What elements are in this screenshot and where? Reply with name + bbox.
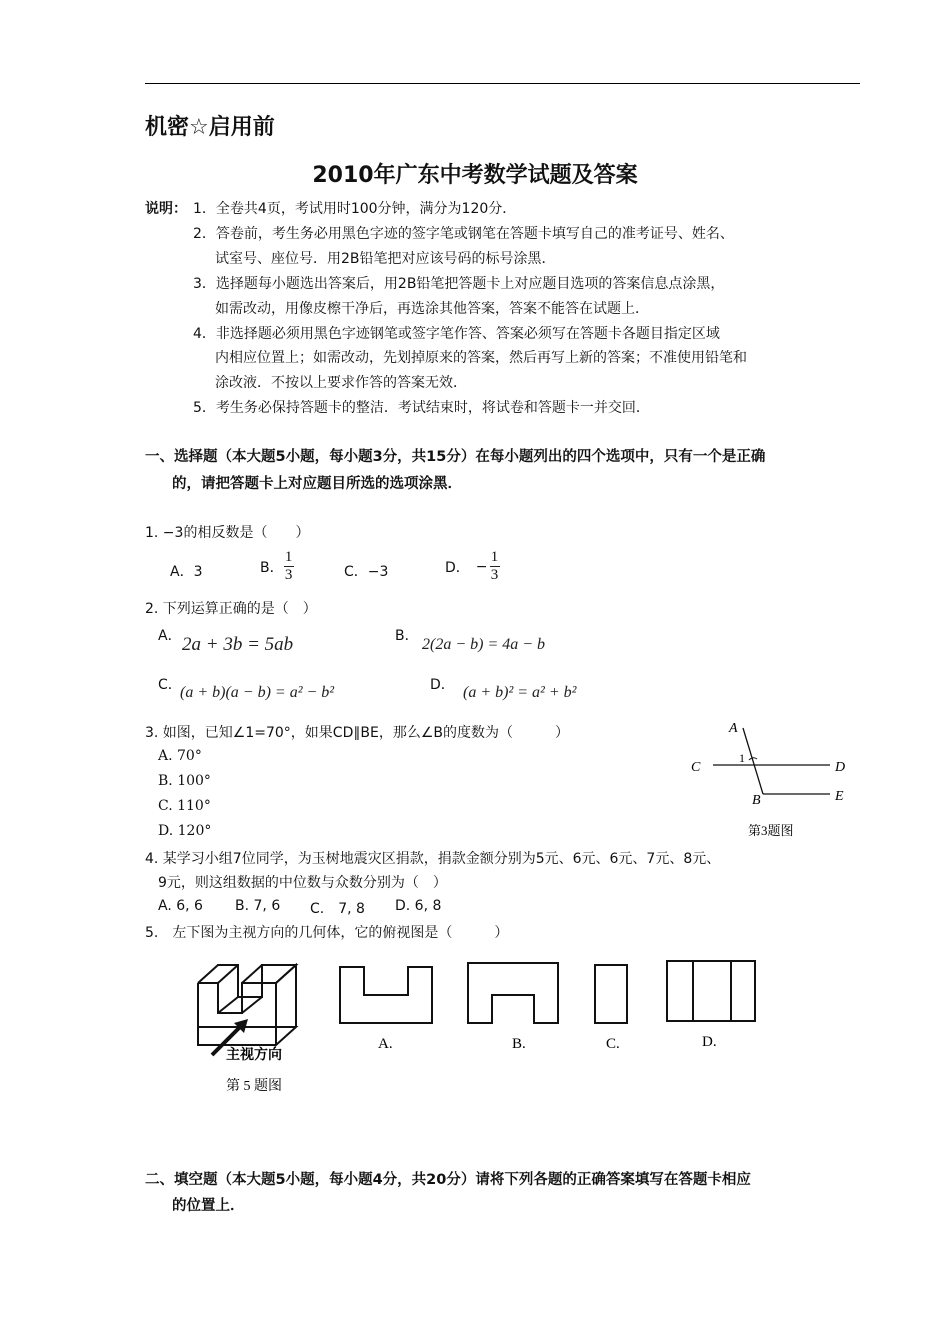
q4-option-a: A. 6, 6 [158,898,203,914]
label-e: E [835,789,844,804]
q1-option-b-fraction [284,550,294,583]
label-1: 1 [739,751,745,765]
q4-stem-cont: 9元，则这组数据的中位数与众数分别为（ ） [158,875,447,891]
q1-option-d [445,550,500,583]
section1-heading: 一、选择题（本大题5小题，每小题3分，共15分）在每小题列出的四个选项中，只有一个是正确 [145,449,766,465]
label-c: C [691,760,701,775]
figure-caption: 第 5 题图 [226,1079,282,1094]
q2-option-b-label: B． [395,628,419,644]
option-c-shape [595,965,627,1023]
q2-stem: 2. 下列运算正确的是（ ） [145,601,317,617]
q1-option-d-sign: − [475,558,488,575]
q2-option-a-label: A． [158,628,182,644]
q2-option-a-expr: 2a + 3b = 5ab [182,634,294,655]
label-a: A [729,721,738,736]
q1-option-b [260,550,294,583]
q4-option-c: C. 7, 8 [310,901,365,917]
option-a-label: A. [378,1036,393,1052]
instruction-2-cont: 试室号、座位号．用2B铅笔把对应该号码的标号涂黑． [215,251,556,267]
view-direction-label: 主视方向 [226,1048,282,1063]
q3-option-d: D. 120° [158,823,212,839]
option-d-label: D. [702,1034,717,1050]
option-b-label: B. [512,1036,526,1052]
q2-option-d-expr: (a + b)² = a² + b² [463,684,577,701]
option-a-shape [340,967,432,1023]
q4-option-d: D. 6, 8 [395,898,442,914]
q3-option-c: C. 110° [158,798,211,814]
instruction-5: 5．考生务必保持答题卡的整洁．考试结束时，将试卷和答题卡一并交回． [193,400,650,416]
instruction-3-cont: 如需改动，用像皮檫干净后，再选涂其他答案，答案不能答在试题上． [215,301,649,317]
label-b: B [752,793,761,808]
q1-stem: 1. −3的相反数是（ ） [145,525,310,541]
q5-stem: 5. 左下图为主视方向的几何体，它的俯视图是（ ） [145,925,509,941]
q2-option-b-expr: 2(2a − b) = 4a − b [422,636,546,653]
q2-option-c-label: C． [158,677,182,693]
fraction-numerator: 1 [284,549,293,565]
fraction-denominator: 3 [284,567,293,583]
q1-option-c: C．−3 [344,564,389,580]
q3-figure [685,712,860,847]
section2-heading-cont: 的位置上． [172,1198,245,1214]
q3-stem: 3. 如图，已知∠1=70°，如果CD∥BE，那么∠B的度数为（ ） [145,725,569,741]
label-d: D [835,760,846,775]
q5-figure [190,955,790,1100]
q3-option-b: B. 100° [158,773,211,789]
option-d-shape [667,961,755,1021]
line-ab [743,728,763,794]
section2-heading: 二、填空题（本大题5小题，每小题4分，共20分）请将下列各题的正确答案填写在答题卡相应 [145,1172,751,1188]
fraction-denominator: 3 [490,567,499,583]
instructions-label: 说明： [145,201,187,217]
q2-option-d-label: D． [430,677,455,693]
q3-option-a: A. 70° [158,748,202,764]
q1-option-d-label: D． [445,559,470,576]
instruction-2: 2．答卷前，考生务必用黑色字迹的签字笔或钢笔在答题卡填写自己的准考证号、姓名、 [193,226,734,242]
figure-caption: 第3题图 [748,823,794,838]
q4-option-b: B. 7, 6 [235,898,281,914]
header-rule [145,83,860,84]
instruction-4: 4．非选择题必须用黑色字迹钢笔或签字笔作答、答案必须写在答题卡各题目指定区域 [193,326,720,342]
option-b-shape [468,963,558,1023]
q1-option-b-label: B． [260,559,284,576]
section1-heading-cont: 的，请把答题卡上对应题目所选的选项涂黑． [172,476,462,492]
fraction-numerator: 1 [490,549,499,565]
instruction-1: 1．全卷共4页，考试用时100分钟，满分为120分． [193,201,517,217]
q4-stem: 4. 某学习小组7位同学，为玉树地震灾区捐款，捐款金额分别为5元、6元、6元、7元、8元、 [145,851,721,867]
instruction-3: 3．选择题每小题选出答案后，用2B铅笔把答题卡上对应题目选项的答案信息点涂黑， [193,276,725,292]
option-c-label: C. [606,1036,620,1052]
page-title: 2010年广东中考数学试题及答案 [312,163,638,188]
instruction-4-cont2: 涂改液．不按以上要求作答的答案无效． [215,375,467,391]
q1-option-a: A．3 [170,564,203,580]
solid-shape [198,955,296,1045]
q1-option-d-fraction [490,550,500,583]
instruction-4-cont: 内相应位置上；如需改动，先划掉原来的答案，然后再写上新的答案；不准使用铅笔和 [215,350,747,366]
confidential-label: 机密☆启用前 [145,115,275,140]
q2-option-c-expr: (a + b)(a − b) = a² − b² [180,684,335,701]
